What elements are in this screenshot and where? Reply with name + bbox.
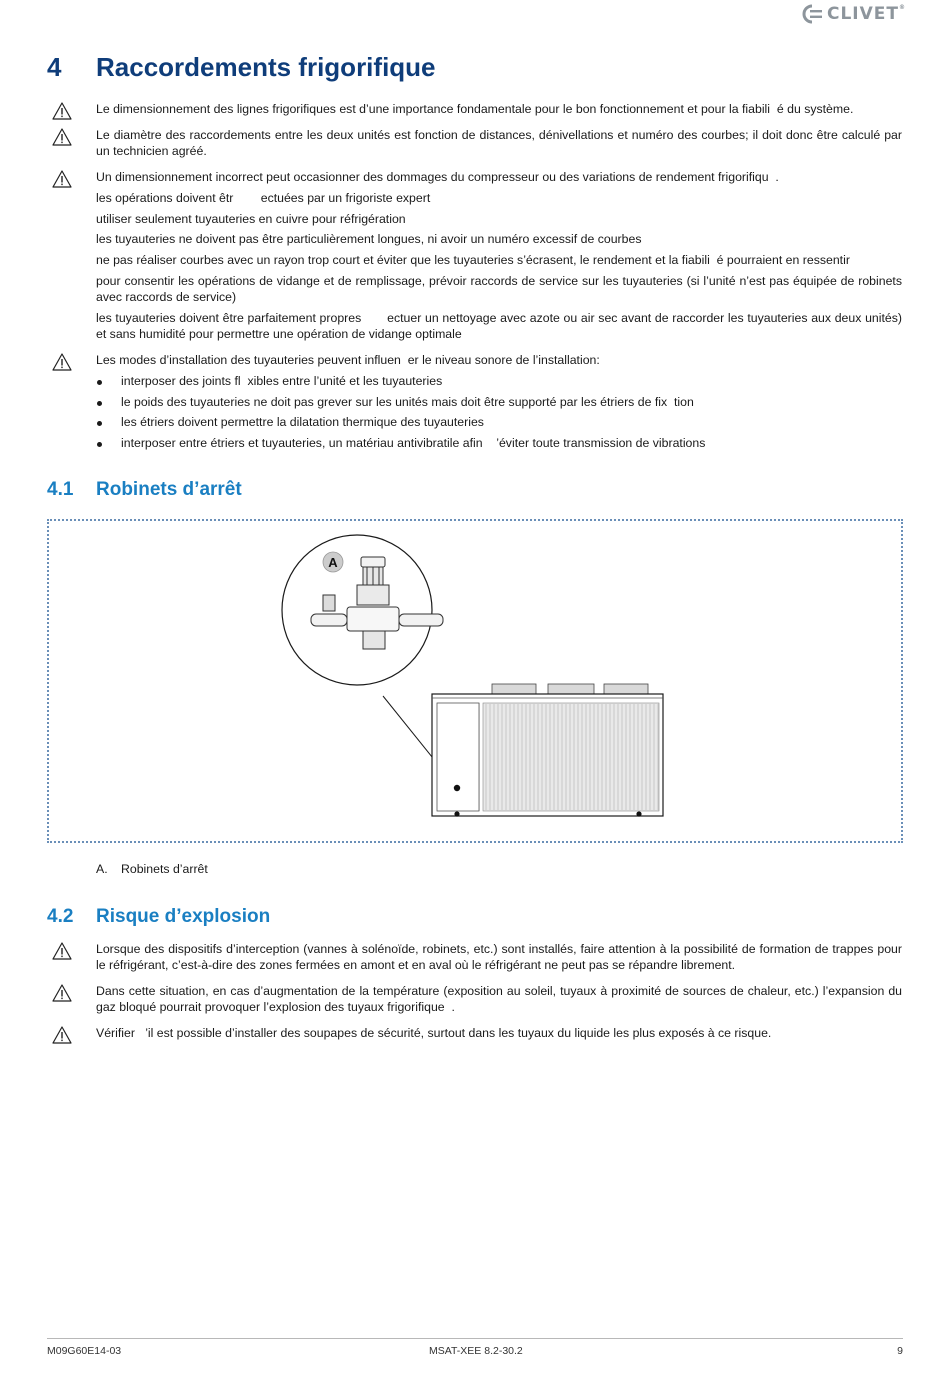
subsection-title-text: Risque d’explosion	[96, 906, 271, 927]
explosion-warning-text: Vérifier ’il est possible d’installer des soupapes de sécurité, surtout dans les tuyaux du liquide les plus exposés à ce risque.	[96, 1026, 772, 1040]
warning-triangle-icon	[52, 102, 72, 120]
section-title	[47, 52, 436, 83]
install-bullet: interposer entre étriers et tuyauteries, un matériau antivibratile afin ’éviter toute transmission de vibrations	[121, 436, 706, 450]
warning-triangle-icon	[52, 170, 72, 188]
subsection-title	[47, 479, 242, 501]
bullet-icon	[97, 401, 102, 406]
bullet-icon	[97, 421, 102, 426]
requirement-item: ne pas réaliser courbes avec un rayon trop court et éviter que les tuyauteries s’écrasent, le rendement et la fiabili é pourraient en ressentir	[96, 253, 850, 267]
warning-triangle-icon	[52, 353, 72, 371]
caption-text: Robinets d’arrêt	[121, 862, 208, 876]
install-bullet: le poids des tuyauteries ne doit pas grever sur les unités mais doit être supporté par les étriers de fix tion	[121, 395, 694, 409]
subsection-title-text: Robinets d’arrêt	[96, 479, 242, 500]
install-bullet: interposer des joints fl xibles entre l’unité et les tuyauteries	[121, 374, 443, 388]
subsection-title	[47, 906, 270, 928]
caption-letter: A.	[96, 862, 108, 876]
warning-triangle-icon	[52, 984, 72, 1002]
install-intro: Les modes d’installation des tuyauteries peuvent influen er le niveau sonore de l’installation:	[96, 353, 600, 367]
subsection-number: 4.1	[47, 479, 74, 500]
warning-text: Le diamètre des raccordements entre les deux unités est fonction de distances, dénivellations et numéro des courbes; il doit donc être calculé par un technicien agréé.	[96, 128, 902, 158]
shutoff-valve-illustration	[49, 521, 901, 841]
bullet-icon	[97, 442, 102, 447]
explosion-warning-text: Dans cette situation, en cas d’augmentation de la température (exposition au soleil, tuyaux à proximité de sources de chaleur, etc.) l’expansion du gaz bloqué pourrait provoquer l’explosion des tuyaux frigorifique .	[96, 984, 902, 1014]
warning-triangle-icon	[52, 942, 72, 960]
callout-label: A	[328, 555, 338, 570]
bullet-icon	[97, 380, 102, 385]
warning-triangle-icon	[52, 128, 72, 146]
footer-page-number: 9	[897, 1345, 903, 1357]
footer-model: MSAT-XEE 8.2-30.2	[429, 1345, 523, 1357]
requirement-item: les tuyauteries doivent être parfaitement propres ectuer un nettoyage avec azote ou air sec avant de raccorder les tuyauteries aux deux unités) et sans humidité pour permettre une opération de vidange optimale	[96, 311, 902, 341]
warning-text: Le dimensionnement des lignes frigorifiques est d’une importance fondamentale pour le bon fonctionnement et pour la fiabili é du système.	[96, 102, 854, 116]
section-number: 4	[47, 52, 62, 82]
requirement-item: utiliser seulement tuyauteries en cuivre pour réfrigération	[96, 212, 406, 226]
footer-divider	[47, 1338, 903, 1339]
install-bullet: les étriers doivent permettre la dilatation thermique des tuyauteries	[121, 415, 484, 429]
figure-frame	[47, 519, 903, 843]
footer-doc-code: M09G60E14-03	[47, 1345, 122, 1357]
requirement-item: les opérations doivent êtr ectuées par un frigoriste expert	[96, 191, 431, 205]
requirement-item: pour consentir les opérations de vidange et de remplissage, prévoir raccords de service sur les tuyauteries (si l’unité n’est pas équipée de robinets avec raccords de service)	[96, 274, 902, 304]
explosion-warning-text: Lorsque des dispositifs d’interception (vannes à solénoïde, robinets, etc.) sont installés, faire attention à la possibilité de formation de trappes pour le réfrigérant, c’est-à-dire des zones fermées en amont et en aval où le réfrigérant ne peut pas se répandre librement.	[96, 942, 902, 972]
section-title-text: Raccordements frigorifique	[96, 52, 436, 82]
warning-text: Un dimensionnement incorrect peut occasionner des dommages du compresseur ou des variations de rendement frigorifiqu .	[96, 170, 779, 184]
subsection-number: 4.2	[47, 906, 74, 927]
warning-triangle-icon	[52, 1026, 72, 1044]
figure-caption	[96, 862, 208, 876]
logo-text: CLIVET®	[827, 4, 906, 24]
requirement-item: les tuyauteries ne doivent pas être particulièrement longues, ni avoir un numéro excessif de courbes	[96, 232, 642, 246]
brand-logo	[800, 4, 906, 24]
clivet-logo-icon	[800, 4, 824, 24]
